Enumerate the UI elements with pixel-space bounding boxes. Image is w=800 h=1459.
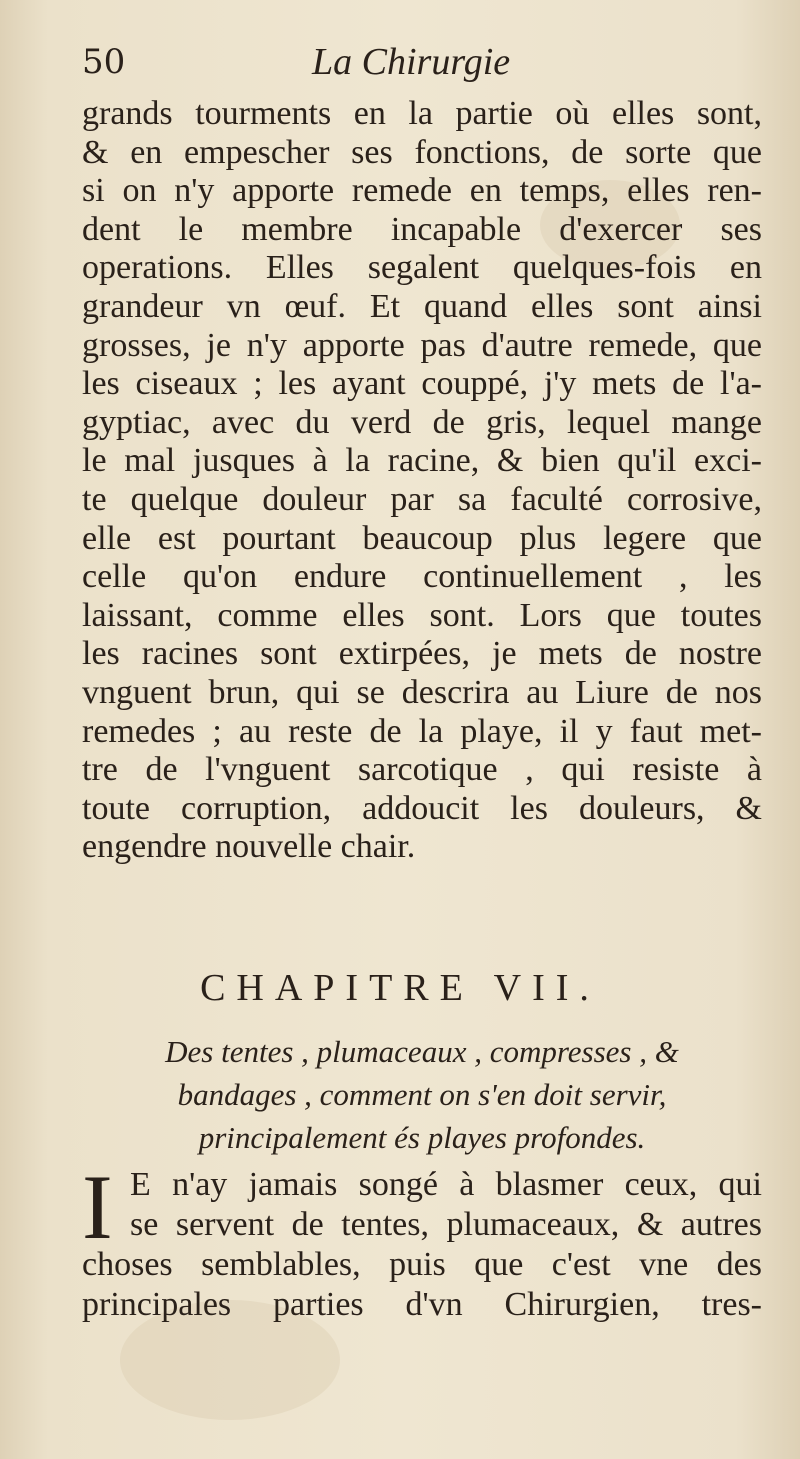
text-line: le mal jusques à la racine, & bien qu'il exci- [82, 442, 762, 480]
page-number: 50 [82, 42, 126, 82]
text-line: les ciseaux ; les ayant couppé, j'y mets de l'a- [82, 365, 762, 403]
text-line: toute corruption, addoucit les douleurs, & [82, 789, 762, 827]
text-line: les racines sont extirpées, je mets de nostre [82, 635, 762, 673]
text-line: grandeur vn œuf. Et quand elles sont ainsi [82, 287, 762, 325]
text-line: si on n'y apporte remede en temps, elles ren- [82, 172, 762, 210]
text-line: grands tourments en la partie où elles sont, [82, 95, 762, 132]
running-title: La Chirurgie [312, 41, 511, 83]
text-line: engendre nouvelle chair. [82, 828, 416, 866]
text-line: elle est pourtant beaucoup plus legere que [82, 519, 762, 557]
text-line: gyptiac, avec du verd de gris, lequel mange [82, 403, 762, 441]
text-line: grosses, je n'y apporte pas d'autre remede, que [82, 326, 762, 364]
text-line: celle qu'on endure continuellement , les [82, 558, 762, 596]
text-line: remedes ; au reste de la playe, il y faut met- [82, 712, 762, 750]
text-line: te quelque douleur par sa faculté corrosive, [82, 480, 762, 518]
subtitle-line: bandages , comment on s'en doit servir, [177, 1077, 667, 1112]
text-line: E n'ay jamais songé à blasmer ceux, qui [130, 1166, 762, 1203]
subtitle-line: Des tentes , plumaceaux , compresses , & [165, 1034, 679, 1069]
chapter-subtitle [82, 1030, 762, 1159]
subtitle-line: principalement és playes profondes. [198, 1120, 646, 1155]
text-line: tre de l'vnguent sarcotique , qui resiste à [82, 751, 762, 789]
drop-initial: I [82, 1156, 113, 1258]
chapter-heading: CHAPITRE VII. [200, 967, 600, 1009]
page-header [82, 40, 762, 92]
text-line: vnguent brun, qui se descrira au Liure de nos [82, 673, 762, 711]
text-line: laissant, comme elles sont. Lors que toutes [82, 596, 762, 634]
chapter-body [82, 1156, 762, 1325]
text-line: dent le membre incapable d'exercer ses [82, 210, 762, 248]
text-line: operations. Elles segalent quelques-fois en [82, 249, 762, 287]
body-paragraph [82, 95, 762, 867]
text-line: principales parties d'vn Chirurgien, tres- [82, 1286, 762, 1323]
text-line: & en empescher ses fonctions, de sorte que [82, 133, 762, 171]
text-line: choses semblables, puis que c'est vne des [82, 1246, 762, 1283]
text-line: se servent de tentes, plumaceaux, & autres [130, 1206, 762, 1243]
